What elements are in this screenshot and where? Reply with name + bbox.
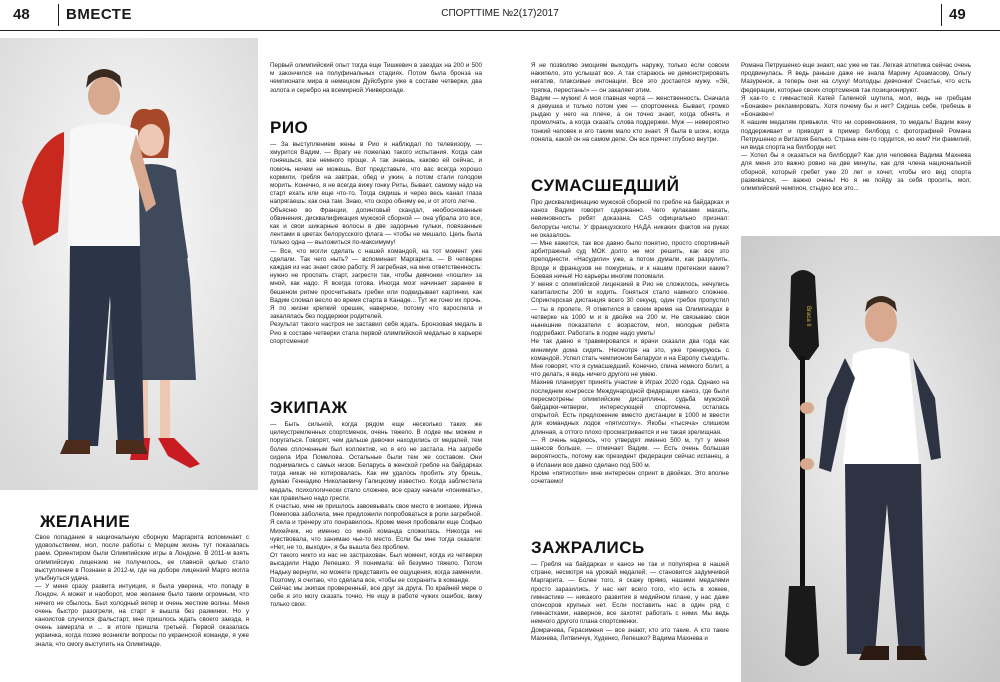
page-header: [0, 0, 1000, 36]
paragraph: У меня с олимпийской лицензией в Рио не сложилось, нечулись капиталисты 200 м ходить. Гоняться стало намного сложнее. Спринтерская дистанция всего 30 секунд, один гребок пропустил — ты в пролете. Я отметился в своем время на Олимпиадах в четверке на 1000 м и в двойке на 200 м. Не связываю свои нынешние показатели с возрастом, мол, молодые ребята подгребают. Работать в лодке надо уметь!: [531, 281, 729, 338]
couple-illustration: [0, 38, 258, 490]
header-rule: [0, 30, 1000, 31]
paragraph: Романа Петрушенко еще знают, нас уже не так. Легкая атлетика сейчас очень продвинулась. Я ведь раньше даже не знала Марину Арзамасову, Ольгу Мазуренок, а теперь они на слуху! Молодцы девчонки! Счастье, что есть федерации, которые своих спортсменов так позиционируют.: [741, 62, 971, 94]
text-column-2a: [270, 62, 482, 95]
paragraph: Результат такого настроя не заставил себя ждать. Бронзовая медаль в Рио в составе четверки стала первой олимпийской медалью в карьере спортсменки!: [270, 321, 482, 345]
paragraph: К нашим медалям привыкли. Что ни соревнования, то медаль! Вадим жену поддерживает и приводит в пример билборд с фотографией Романа Петрушенко и Виталия Белько. Страна кем-то гордится, но кем? Ни фамилий, ни вида спорта на билборде нет.: [741, 119, 971, 152]
heading-ekipazh: ЭКИПАЖ: [270, 398, 348, 417]
paragraph: Вадим — мужик! А моя главная черта — женственность. Сначала я девушка и только потом уже — спортсменка. Бывает, громко рыдаю у него на плече, а он точно знает, когда обнять и промолчать, а когда сказать слова поддержки. Муж — невероятно тонкий человек и его таким мало кто знает. Я была в шоке, когда поняла, какой он на самом деле. Он все прячет глубоко внутри.: [531, 94, 729, 143]
paragraph: — Мне кажется, так все давно было понятно, просто спортивный арбитражный суд МОК долго не мог решить, как все это преподнести. «Насудили» уже, а потом думали, как разрулить. Вроде и французов не пожуришь, и к нашим претензии какие? Боевая ничья! Но карьеры многим поломали.: [531, 240, 729, 280]
paragraph: Я не позволяю эмоциям выходить наружу, только если совсем накипело, это услышат все. А так стараюсь не демонстрировать негатив, плаксивые интонации. Все это достается мужу. «Эй, тряпка, перестань!» — он закаляет этим.: [531, 62, 729, 94]
heading-zhelanie: ЖЕЛАНИЕ: [40, 512, 131, 531]
paragraph: — Хотел бы я оказаться на билборде? Как для человека Вадима Махнева для меня это важно ровно на две минуты, как для члена национальной сборной, который гребет уже 20 лет и хочет, чтобы его вид спорта развивался, — важно очень! Но я не пойду за себя просить, мол, олимпийский чемпион, стыдно все это...: [741, 152, 971, 193]
paragraph: — Быть сильной, когда рядом еще несколько таких же целеустремленных спортсменок, очень тяжело. В лодке мы можем и поругаться. Говорят, чем дальше девочки находились от медалей, тем более сплоченным был коллектив, но я его не застала. На загребе сидела Ира Помелова. Остальные были тем же составом. Они поднимались с самых низов. Беларусь в женской гребле на байдарках тогда никак не котировалась. Как им удалось пробить эту брешь, думаю Геннадию Николаевичу Галицкому известно. Когда заблестела медаль, психологически стало сложнее, все сразу начали «понимать», как правильно надо грести.: [270, 421, 482, 502]
paragraph: Кроме «пятисотки» мне интересен спринт в двойках. Это вполне сочетаемо!: [531, 469, 729, 485]
paragraph: К счастью, мне не пришлось завоевывать свое место в экипаже. Ирина Помелова заболела, мне предложили попробоваться в роли загребной. Я села и тренеру это понравилось. Кроме меня пробовали еще Софью Михейчик, но именно со мной команда сложилась. Никогда не чувствовала, что занимаю чье-то место. Если бы мне тогда сказали: «Нет, не то, выходи», я бы вышла без проблем.: [270, 503, 482, 552]
magazine-issue: СПОРТTIME №2(17)2017: [441, 8, 559, 19]
text-column-1: [35, 534, 249, 649]
paragraph: От такого никто из нас не застрахован. Был момент, когда из четверки высадили Надю Лепешко. Я понимала: ей безумно тяжело. Потом Надьку вернули, но можете представить ее ощущения, когда заменили. Поэтому, я считаю, что сделала все, чтобы ее сохранить в команде.: [270, 552, 482, 584]
paragraph: Сейчас мы экипаж проверенный, все друг за друга. По крайней мере о себе я это могу сказать точно. Не ищу в работе чужих ошибок, вижу только свои.: [270, 585, 482, 609]
paragraph: Домрачева, Герасименя — все знают, кто это такие. А кто такие Махнева, Литвинчук, Худенко, Лепешко? Вадима Махнева и: [531, 626, 729, 642]
text-column-3c: [531, 561, 729, 643]
section-title: ВМЕСТЕ: [66, 6, 132, 23]
paragraph: Про дисквалификацию мужской сборной по гребле на байдарках и каноэ Вадим говорит сдержанно. Чего кулаками махать, невиновность ребят доказана. CAS официально признал: белорусы чисты. У французского НАДА никаких фактов на руках не оказалось.: [531, 199, 729, 239]
photo-couple: [0, 38, 258, 490]
text-column-3b: [531, 199, 729, 486]
man-illustration: [741, 236, 1000, 682]
paragraph: Объясню во Франции, допинговый скандал, необоснованные обвинения, дисквалификация мужской сборной — она убрала это все, как и свои шикарные волосы в две задорные гульки, повязанные лентами в цветах белорусского флага — чтобы не мешало. Цель была только одна — выложиться по-максимуму!: [270, 206, 482, 247]
paragraph: Свое попадание в национальную сборную Маргарита вспоминает с удовольствием, мол, после работы с Мерцем жизнь тут показалась раем. Ориентиром были Олимпийские игры в Лондоне. В 2011-м взять олимпийскую лицензию не получилось, ее главной целью стало выступление в Познани в 2012-м, где на доборе лицензий Марго могла улыбнуться удача.: [35, 534, 249, 583]
left-page-number: 48: [13, 6, 30, 23]
heading-zazhralis: ЗАЖРАЛИСЬ: [531, 538, 645, 557]
text-column-2b: [270, 141, 482, 346]
paragraph: — За выступлением жены в Рио я наблюдал по телевизору, — хмурится Вадим. — Врагу не пожелаю такого испытания. Когда сам гоняешься, все немного проще. А так знаешь, каково ей сейчас, и помочь ничем не можешь. Вот представьте, что вас всегда хорошо кормили, гребля на завтрак, обед и ужин, а потом стали голодом морить. Конечно, я не всегда вижу гонку Риты, бывает, самому надо на старт ехать или еще что-то. Тогда сидишь и через весь канал глаза напрягаешь: как она там. Знаю, что скоро обниму ее, и от этого легче.: [270, 141, 482, 206]
paragraph: Не так давно я травмировался и врачи сказали два года как минимум дома сидеть. Несмотря на это, уже тренируюсь с командой. Успел стать чемпионом Беларуси и на Европу съездить. Мне говорят, что я сумасшедший. Конечно, спина немного болит, а что делать, я ведь ничего другого не умею.: [531, 338, 729, 379]
header-divider: [941, 4, 942, 26]
text-column-3a: [531, 62, 729, 144]
text-column-4: [741, 62, 971, 193]
paragraph: Я как-то с гимнасткой Катей Галкиной шутила, мол, ведь не гребцам «Бонакве» рекламировать. Хотя почему бы и нет? Сидишь себе, гребешь в «Бонакве»!: [741, 94, 971, 119]
paddle-brand-label: Braca II: [805, 306, 811, 327]
text-column-2c: [270, 421, 482, 610]
paragraph: Первый олимпийский опыт тогда еще Тишкевич в заездах на 200 и 500 м закончился на полуфинальных стадиях. Потом была бронза на чемпионате мира в немецком Дуйсбурге уже в составе четверки, два золота и серебро на всемирной Универсиаде.: [270, 62, 482, 94]
paragraph: Махнев планирует принять участие в Играх 2020 года. Однако на последнем конгрессе Международной федерации каноэ, где были пересмотрены олимпийские дисциплины, судьба мужской байдарки-четверки, интересующей спортсмена, осталась открытой. Есть предложение вместо дистанции в 1000 м ввести для командных лодок «пятисотку». Якобы «тысяча» слишком длинная, а оттого плохо просматривается и не такая зрелищная.: [531, 379, 729, 436]
paragraph: — Я очень надеюсь, что утвердят именно 500 м, тут у меня шансов больше, — отмечает Вадим. — Есть очень большая вероятность, потому как президент федерации сейчас испанец, а в Испании все давно сделано под 500 м.: [531, 436, 729, 469]
paragraph: — Все, что могли сделать с нашей командой, на тот момент уже сделали. Так чего ныть? — вспоминает Маргарита. — В четверке каждая из нас знает свою работу. Я загребная, на мне ответственность: нужно не проспать старт, загрести так, чтобы девчонки «пошли» за мной, как надо. Я всегда готова. Иногда мозг начинает заранее в бешеном ритме просчитывать гребки или подкидывает картинки, как Вадим сломал весло во время старта в Канаде... Тут же гоню их прочь. Я по жизни крепкий орешек, наверное, потому что взрослела и закалялась без поддержки родителей.: [270, 247, 482, 321]
heading-rio: РИО: [270, 118, 309, 137]
photo-man-with-paddle: [741, 236, 1000, 682]
right-page-number: 49: [949, 6, 966, 23]
paragraph: — У меня сразу развита интуиция, я была уверена, что попаду в Лондон. А может и наоборот, мое желание было таким огромным, что ничего не сбылось. Был холодный ветер и очень жесткие волны. Меня очень быстро разогрели, на старт я вышла без разминки. Но у каноистов случился фальстарт, мне пришлось ждать своего заезда, я очень замерзла и ... в итоге пришла третьей. Первой оказалась украинка, когда позже возникли вопросы по украинской команде, я уже знала, что смогу выступить на Олимпиаде.: [35, 583, 249, 648]
heading-sumasshedshiy: СУМАСШЕДШИЙ: [531, 176, 680, 195]
paragraph: — Гребля на байдарках и каноэ не так и популярна в нашей стране, несмотря на урожай медалей, — становится задумчивой Маргарита. — Более того, я скажу прямо, нашими медалями просто заразились. У нас нет всего того, что есть в хоккее, гимнастике — никакого развития в медийном плане, у нас даже спонсоров крупных нет. Если поставить нас в один ряд с гимнастками, наверное, все захотят работать с ними. Мы ведь немного другого плана спортсменки.: [531, 561, 729, 626]
